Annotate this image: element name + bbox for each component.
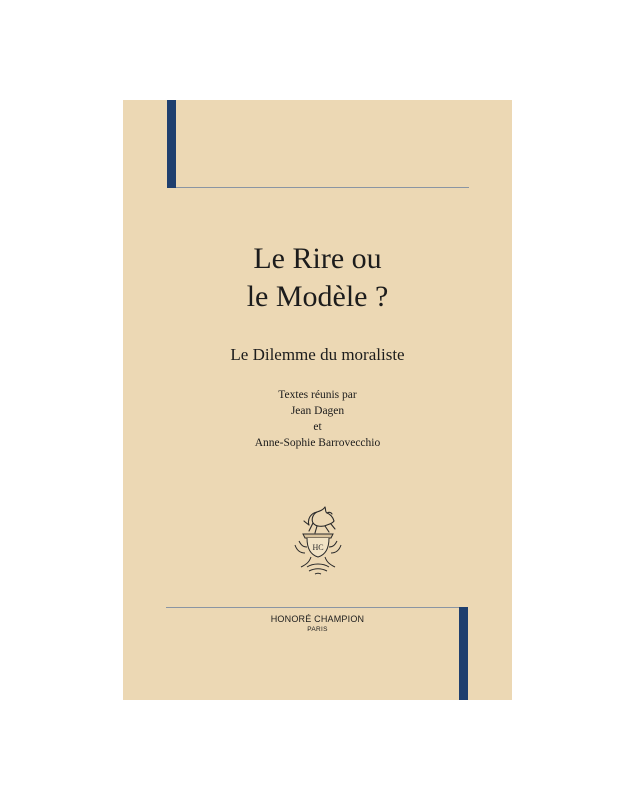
book-cover: [123, 100, 512, 700]
top-rule: [176, 187, 469, 188]
top-accent-bar: [167, 100, 176, 188]
title-line-2: le Modèle ?: [246, 280, 389, 313]
book-title: [123, 240, 512, 316]
publisher-logo-icon: [287, 505, 349, 579]
publisher-city: PARIS: [307, 626, 328, 633]
editor-name-1: Jean Dagen: [290, 405, 345, 417]
editors-intro: Textes réunis par: [278, 389, 357, 401]
editor-name-2: Anne-Sophie Barrovecchio: [254, 437, 381, 449]
publisher-name: HONORÉ CHAMPION: [270, 614, 365, 624]
editors-conjunction: et: [313, 421, 322, 433]
book-subtitle: Le Dilemme du moraliste: [230, 345, 405, 364]
logo-monogram: HC: [312, 543, 324, 552]
title-line-1: Le Rire ou: [253, 242, 382, 275]
editors-block: [123, 387, 512, 451]
bottom-rule: [166, 607, 459, 608]
